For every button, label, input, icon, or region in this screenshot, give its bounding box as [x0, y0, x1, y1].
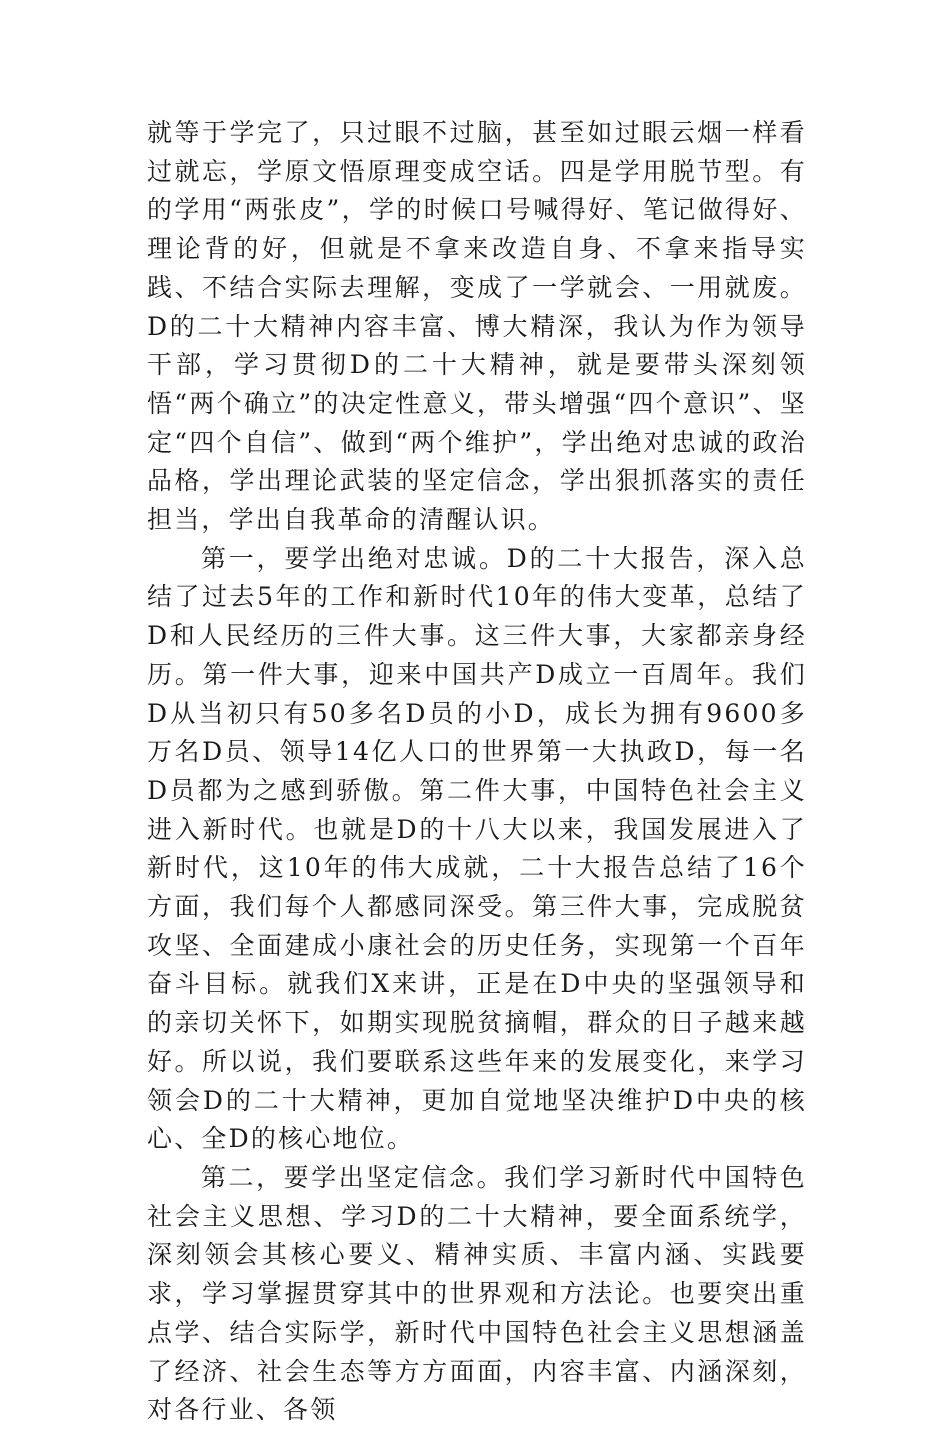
paragraph-3: 第二，要学出坚定信念。我们学习新时代中国特色社会主义思想、学习D的二十大精神，要全面系统学，深刻领会其核心要义、精神实质、丰富内涵、实践要求，学习掌握贯穿其中的世界观和方法论。也要突出重点学、结合实际学，新时代中国特色社会主义思想涵盖了经济、社会生态等方方面面，内容丰富、内涵深刻，对各行业、各领 [147, 1162, 807, 1425]
paragraph-2: 第一，要学出绝对忠诚。D的二十大报告，深入总结了过去5年的工作和新时代10年的伟大变革，总结了D和人民经历的三件大事。这三件大事，大家都亲身经历。第一件大事，迎来中国共产D成立一百周年。我们D从当初只有50多名D员的小D，成长为拥有9600多万名D员、领导14亿人口的世界第一大执政D，每一名D员都为之感到骄傲。第二件大事，中国特色社会主义进入新时代。也就是D的十八大以来，我国发展进入了新时代，这10年的伟大成就，二十大报告总结了16个方面，我们每个人都感同深受。第三件大事，完成脱贫攻坚、全面建成小康社会的历史任务，实现第一个百年奋斗目标。就我们X来讲，正是在D中央的坚强领导和的亲切关怀下，如期实现脱贫摘帽，群众的日子越来越好。所以说，我们要联系这些年来的发展变化，来学习领会D的二十大精神，更加自觉地坚决维护D中央的核心、全D的核心地位。 [147, 543, 807, 1154]
paragraph-1: 就等于学完了，只过眼不过脑，甚至如过眼云烟一样看过就忘，学原文悟原理变成空话。四是学用脱节型。有的学用“两张皮”，学的时候口号喊得好、笔记做得好、理论背的好，但就是不拿来改造自身、不拿来指导实践、不结合实际去理解，变成了一学就会、一用就废。D的二十大精神内容丰富、博大精深，我认为作为领导干部，学习贯彻D的二十大精神，就是要带头深刻领悟“两个确立”的决定性意义，带头增强“四个意识”、坚定“四个自信”、做到“两个维护”，学出绝对忠诚的政治品格，学出理论武装的坚定信念，学出狠抓落实的责任担当，学出自我革命的清醒认识。 [147, 118, 807, 535]
document-body [147, 114, 807, 1430]
